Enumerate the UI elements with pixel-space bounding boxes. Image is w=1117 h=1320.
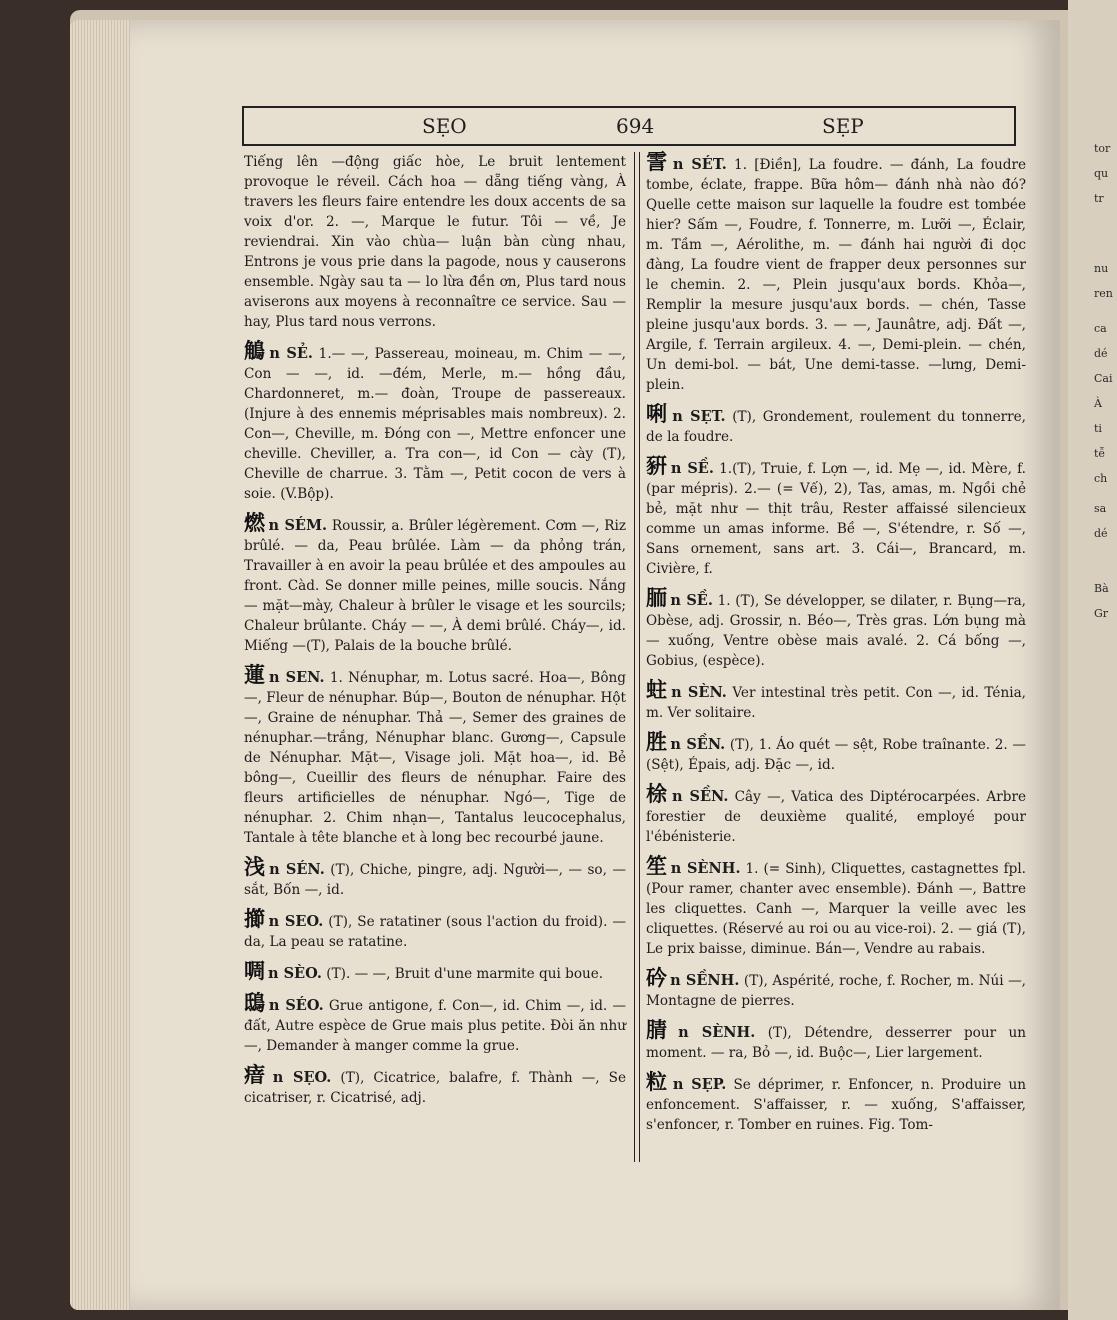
entry-definition: (T), Détendre, desserrer pour un moment. — ra, Bỏ —, id. Buộc—, Lier largement.	[646, 1025, 1027, 1061]
entry-headword: n SÈNH.	[670, 860, 741, 877]
dictionary-entry	[646, 965, 1027, 1011]
entry-headword: n SỀN.	[671, 788, 729, 805]
entry-character: 燃	[244, 510, 266, 535]
entry-character: 胜	[646, 729, 668, 754]
entry-character: 粒	[646, 1069, 670, 1094]
dictionary-entry	[244, 990, 627, 1056]
page-edges	[70, 20, 130, 1310]
entry-headword: n SẺ.	[269, 345, 313, 362]
dictionary-entry	[244, 1062, 627, 1108]
column-divider	[634, 152, 640, 1162]
entry-definition: (T), 1. Áo quét — sệt, Robe traînante. 2. — (Sệt), Épais, adj. Đặc —, id.	[646, 737, 1026, 773]
next-page-fragment: Cai	[1094, 372, 1113, 385]
next-page-edge	[1068, 0, 1117, 1320]
header-right-guideword: SẸP	[822, 114, 864, 138]
next-page-fragment: Bà	[1094, 582, 1109, 595]
entry-definition: 1.(T), Truie, f. Lợn —, id. Mẹ —, id. Mère, f. (par mépris). 2.— (= Vế), 2), Tas, amas, m. Ngồi chẻ bẻ, mặt như — thịt trâu, Rester affaissé silencieux comme un amas informe. Bề —, S'étendre, r. Số —, Sans ornement, sans art. 3. Cái—, Brancard, m. Civière, f.	[646, 461, 1026, 577]
dictionary-entry	[244, 338, 626, 504]
entry-definition: Ver intestinal très petit. Con —, id. Ténia, m. Ver solitaire.	[646, 685, 1026, 721]
entry-definition: 1. [Điền], La foudre. — đánh, La foudre tombe, éclate, frappe. Bữa hôm— đánh nhà nào đó? Quelle cette maison sur laquelle la foudre est tombée hier? Sấm —, Foudre, f. Tonnerre, m. Lưỡi —, Éclair, m. Tầm —, Aérolithe, m. — đánh hai người đi dọc đàng, La foudre vient de frapper deux personnes sur le chemin. 2. —, Plein jusqu'aux bords. Khỏa—, Remplir la mesure jusqu'aux bords. — chén, Tasse pleine jusqu'aux bords. 3. — —, Jaunâtre, adj. Đất —, Argile, f. Terrain argileux. 4. —, Demi-plein. — chén, Un demi-bol. — bát, Une demi-tasse. —lưng, Demi-plein.	[646, 157, 1026, 393]
entry-definition: 1. (T), Se développer, se dilater, r. Bụng—ra, Obèse, adj. Grossir, n. Béo—, Très gras. Lớn bụng mà — xuống, Ventre obèse mais avalé. 2. Cá bống —, Gobius, (espèce).	[646, 593, 1026, 669]
next-page-fragment: ch	[1094, 472, 1108, 485]
entry-headword: n SÉM.	[268, 517, 328, 534]
dictionary-entry	[646, 453, 1026, 579]
left-column	[244, 152, 626, 1117]
entry-definition: Cây —, Vatica des Diptérocarpées. Arbre forestier de deuxième qualité, employé pour l'ébénisterie.	[646, 789, 1026, 845]
entry-character: 鴟	[244, 990, 266, 1015]
dictionary-entry	[244, 906, 627, 952]
dictionary-entry	[646, 1017, 1027, 1063]
next-page-fragment: Gr	[1094, 607, 1109, 620]
continuation-text: Tiếng lên —động giấc hòe, Le bruit lentement provoque le réveil. Cách hoa — dẵng tiếng vàng, À travers les fleurs faire entendre les doux accents de sa voix d'or. 2. —, Marque le futur. Tôi — về, Je reviendrai. Xin vào chùa— luận bàn cùng nhau, Entrons je vous prie dans la pagode, nous y causerons ensemble. Ngày sau ta — lo lừa đền ơn, Plus tard nous aviserons aux moyens à reconnaître ce service. Sau — hay, Plus tard nous verrons.	[244, 154, 626, 330]
entry-headword: n SẸT.	[672, 408, 726, 425]
entry-definition: Roussir, a. Brûler légèrement. Cơm —, Riz brûlé. — da, Peau brûlée. Làm — da phỏng trán, Travailler à en avoir la peau brûlée et des ampoules au front. Càd. Se donner mille peines, mille soucis. Nắng — mặt—mày, Chaleur à brûler le visage et les sourcils; Chaleur brûlante. Cháy — —, À demi brûlé. Cháy—, id. Miếng —(T), Palais de la bouche brûlé.	[244, 518, 627, 654]
next-page-fragment: qu	[1094, 167, 1109, 180]
entry-headword: n SỀ.	[670, 460, 714, 477]
entry-headword: n SÉT.	[672, 156, 727, 173]
entry-character: 唎	[646, 401, 670, 426]
entry-headword: n SỀNH.	[670, 972, 740, 989]
next-page-fragment: dé	[1094, 527, 1108, 540]
entry-definition: (T), Grondement, roulement du tonnerre, de la foudre.	[646, 409, 1026, 445]
entry-character: 蛀	[646, 677, 669, 702]
entry-definition: (T), Cicatrice, balafre, f. Thành —, Se cicatriser, r. Cicatrisé, adj.	[244, 1070, 627, 1106]
entry-headword: n SÈN.	[671, 684, 727, 701]
header-left-guideword: SẸO	[422, 114, 467, 138]
entry-definition: (T). — —, Bruit d'une marmite qui boue.	[326, 966, 604, 982]
entry-definition: (T), Chiche, pingre, adj. Người—, — so, —sắt, Bốn —, id.	[244, 862, 626, 898]
entry-headword: n SÉN.	[269, 861, 325, 878]
next-page-fragment: dé	[1094, 347, 1108, 360]
entry-headword: n SEN.	[269, 669, 325, 686]
dictionary-entry	[244, 958, 626, 984]
next-page-fragment: À	[1094, 397, 1102, 410]
entry-headword: n SẸP.	[672, 1076, 727, 1093]
entry-character: 瘖	[244, 1062, 270, 1087]
left-entries	[244, 338, 627, 1108]
next-page-fragment: tễ	[1094, 447, 1106, 460]
entry-headword: n SỀN.	[670, 736, 726, 753]
next-page-fragment: ren	[1094, 287, 1113, 300]
next-page-fragment: tr	[1094, 192, 1104, 205]
entry-character: 鵤	[244, 338, 267, 363]
entry-definition: 1. (= Sinh), Cliquettes, castagnettes fpl. (Pour ramer, chanter avec ensemble). Đánh —, Battre les cliquettes. Canh —, Marquer la veille avec les cliquettes. (Réservé au roi ou au vice-roi). 2. — giá (T), Le prix baisse, diminue. Bán—, Vendre au rabais.	[646, 861, 1026, 957]
entry-character: 蓮	[244, 662, 267, 687]
right-entries	[646, 149, 1027, 1135]
entry-definition: (T), Aspérité, roche, f. Rocher, m. Núi —, Montagne de pierres.	[646, 973, 1027, 1009]
entry-headword: n SÉO.	[268, 997, 324, 1014]
next-page-fragment: tor	[1094, 142, 1111, 155]
entry-character: 霅	[646, 149, 670, 174]
dictionary-entry	[646, 149, 1026, 395]
dictionary-entry	[646, 729, 1026, 775]
entry-character: 啁	[244, 958, 265, 983]
dictionary-entry	[244, 854, 626, 900]
entry-definition: 1.— —, Passereau, moineau, m. Chim — —, Con — —, id. —đém, Merle, m.— hồng đầu, Chardonneret, m.— đoàn, Troupe de passereaux. (Injure à des ennemis méprisables mais nombreux). 2. Con—, Cheville, m. Đóng con —, Mettre enfoncer une cheville. Cheviller, a. Tra con—, id Con — cày (T), Cheville de charrue. 3. Tằm —, Petit cocon de vers à soie. (V.Bộp).	[244, 346, 626, 502]
dictionary-entry	[646, 677, 1026, 723]
dictionary-entry	[646, 853, 1026, 959]
entry-character: 砛	[646, 965, 668, 990]
entry-headword: n SỀ.	[670, 592, 713, 609]
next-page-fragment: ti	[1094, 422, 1102, 435]
next-page-fragment: ca	[1094, 322, 1107, 335]
dictionary-entry	[646, 401, 1026, 447]
next-page-fragment: sa	[1094, 502, 1107, 515]
entry-headword: n SEO.	[268, 913, 324, 930]
dictionary-entry	[244, 662, 626, 848]
dictionary-entry	[646, 781, 1026, 847]
entry-character: 腈	[646, 1017, 676, 1042]
entry-headword: n SẸO.	[272, 1069, 332, 1086]
right-column	[646, 149, 1027, 1144]
entry-definition: 1. Nénuphar, m. Lotus sacré. Hoa—, Bông—, Fleur de nénuphar. Búp—, Bouton de nénuphar. Hột —, Graine de nénuphar. Thả —, Semer des graines de nénuphar.—trắng, Nénuphar blanc. Gương—, Capsule de Nénuphar. Mặt—, Visage joli. Mặt hoa—, id. Bẻ bông—, Cueillir des fleurs de nénuphar. Faire des fleurs artificielles de nénuphar. Ngó—, Tige de nénuphar. 2. Chim nhạn—, Tantalus leucocephalus, Tantale à tête blanche et à long bec recourbé jaune.	[244, 670, 626, 846]
entry-headword: n SÈNH.	[678, 1024, 756, 1041]
entry-character: 梌	[646, 781, 669, 806]
dictionary-entry	[646, 585, 1026, 671]
entry-definition: (T), Se ratatiner (sous l'action du froid). — da, La peau se ratatine.	[244, 914, 627, 950]
entry-character: 笙	[646, 853, 668, 878]
entry-headword: n SÈO.	[268, 965, 322, 982]
entry-character: 豣	[646, 453, 668, 478]
next-page-fragment: nu	[1094, 262, 1109, 275]
entry-definition: Grue antigone, f. Con—, id. Chim —, id. — đất, Autre espèce de Grue mais plus petite. Đòi ăn như—, Demander à manger comme la grue.	[244, 998, 627, 1054]
entry-definition: Se déprimer, r. Enfoncer, n. Produire un enfoncement. S'affaisser, r. — xuống, S'affaisser, s'enfoncer, r. Tomber en ruines. Fig. Tom-	[646, 1077, 1026, 1133]
entry-character: 擳	[244, 906, 266, 931]
running-header	[242, 106, 1016, 146]
dictionary-entry	[244, 510, 627, 656]
dictionary-entry	[646, 1069, 1026, 1135]
entry-character: 浅	[244, 854, 267, 879]
page-number: 694	[616, 114, 655, 138]
entry-character: 胹	[646, 585, 668, 610]
